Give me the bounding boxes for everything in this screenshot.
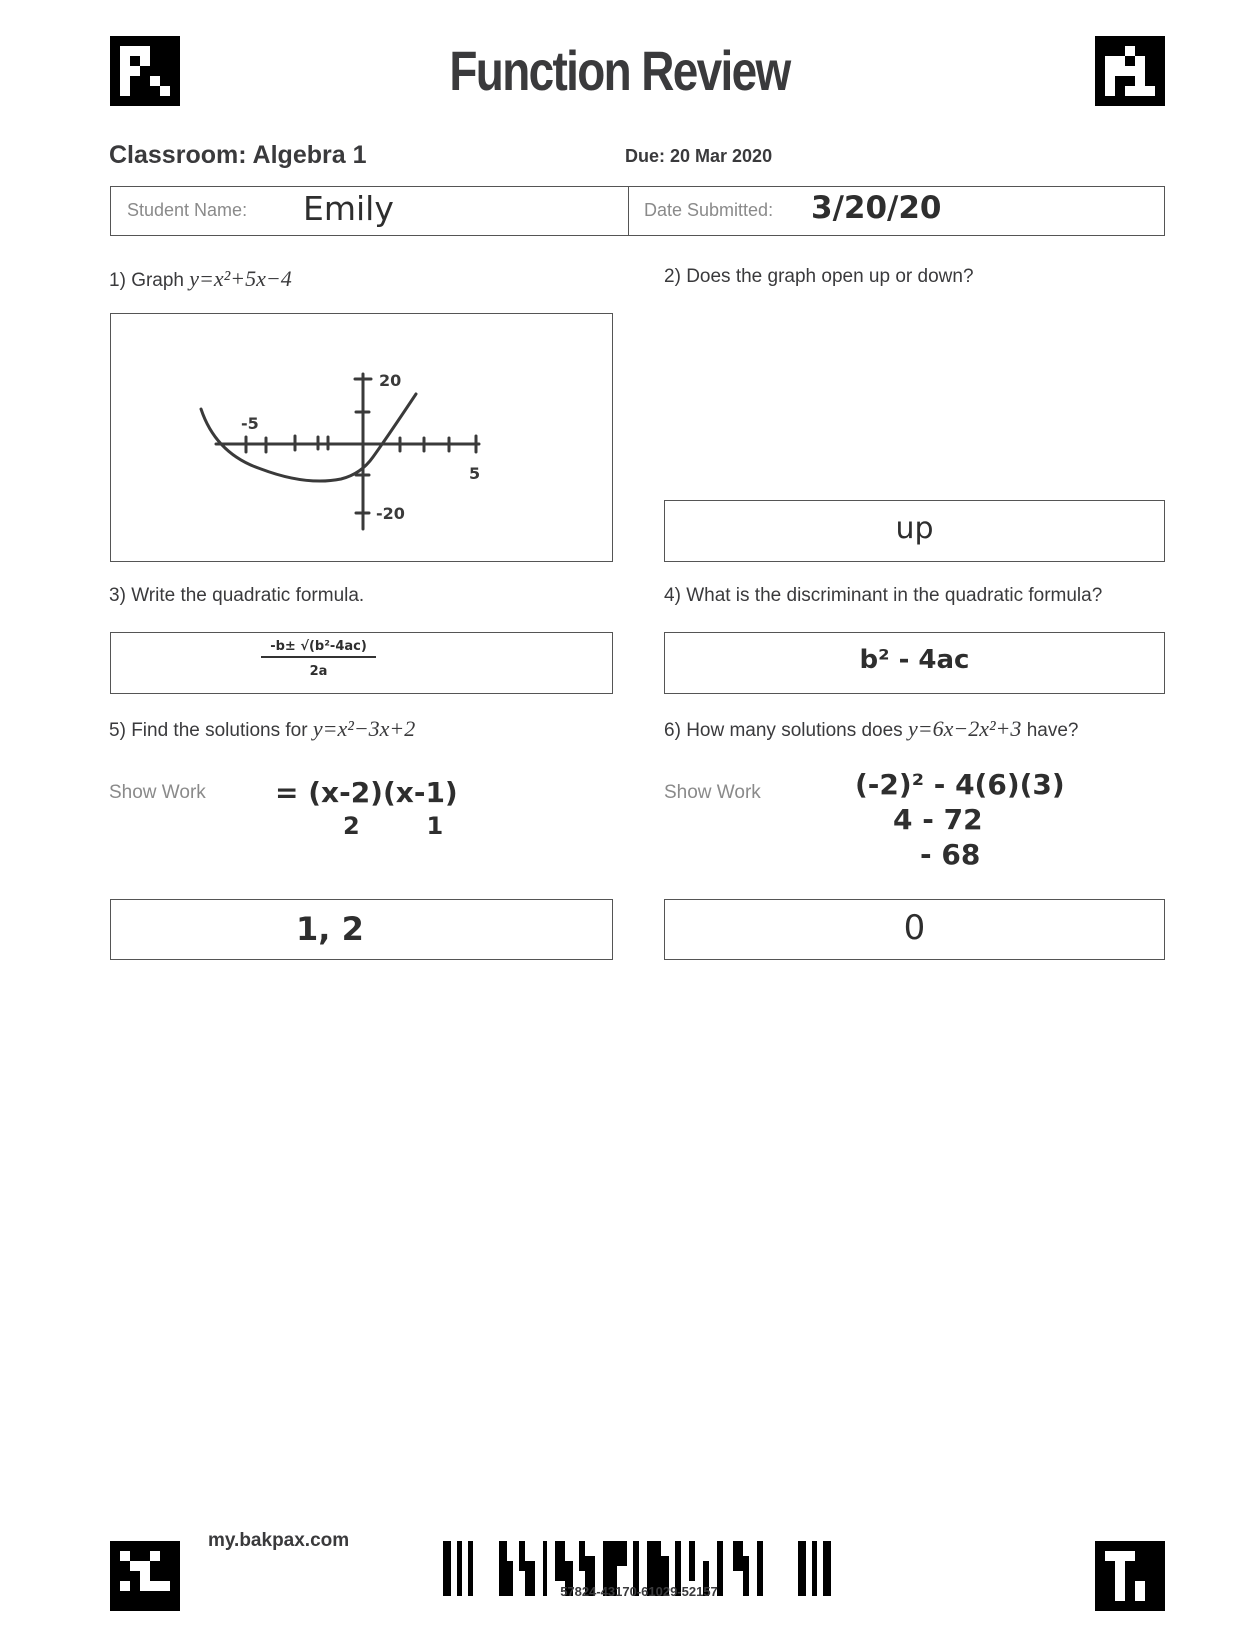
question-3-answer-box[interactable] xyxy=(110,632,613,694)
question-6-show-work-label: Show Work xyxy=(664,782,761,803)
question-6-text-after: have? xyxy=(1026,720,1079,741)
question-1-number: 1) xyxy=(109,270,126,291)
question-2-answer-box[interactable] xyxy=(664,500,1165,562)
graph-answer-box[interactable] xyxy=(110,313,613,562)
classroom-label: Classroom: Algebra 1 xyxy=(109,141,367,169)
date-submitted-label: Date Submitted: xyxy=(644,200,774,220)
y-label-20: 20 xyxy=(379,371,402,390)
question-2-answer: up xyxy=(895,511,934,546)
question-4-text: What is the discriminant in the quadratic formula? xyxy=(686,585,1103,606)
question-5-answer-box[interactable] xyxy=(110,899,613,960)
y-label-neg20: -20 xyxy=(376,504,405,523)
question-6-answer: 0 xyxy=(903,908,926,948)
question-3-text: Write the quadratic formula. xyxy=(131,585,365,606)
student-name-field[interactable]: Emily xyxy=(303,189,394,228)
quadratic-numerator: -b± √(b²-4ac) xyxy=(261,639,376,658)
question-5 xyxy=(109,716,415,742)
question-6-work-line-3[interactable]: - 68 xyxy=(920,838,981,871)
question-5-equation: y=x²−3x+2 xyxy=(312,716,416,741)
question-4-answer-box[interactable] xyxy=(664,632,1165,694)
due-date: Due: 20 Mar 2020 xyxy=(625,146,773,166)
quadratic-denominator: 2a xyxy=(309,664,328,679)
hand-drawn-graph xyxy=(111,314,611,560)
question-6-answer-box[interactable] xyxy=(664,899,1165,960)
question-1-equation: y=x²+5x−4 xyxy=(189,266,292,291)
question-5-work-line-1[interactable]: = (x-2)(x-1) xyxy=(275,776,458,809)
question-4-number: 4) xyxy=(664,585,681,606)
question-5-answer: 1, 2 xyxy=(296,910,364,948)
question-3 xyxy=(109,585,364,607)
question-6-text-before: How many solutions does xyxy=(686,720,903,741)
question-6-work-line-1[interactable]: (-2)² - 4(6)(3) xyxy=(855,768,1065,801)
fiducial-marker-top-right-icon xyxy=(1095,36,1165,106)
divider xyxy=(628,187,629,235)
page-title: Function Review xyxy=(449,39,790,102)
date-submitted-field[interactable]: 3/20/20 xyxy=(811,190,942,226)
question-2-text: Does the graph open up or down? xyxy=(686,266,974,287)
question-5-show-work-label: Show Work xyxy=(109,782,206,803)
student-info-bar xyxy=(110,186,1165,236)
question-6-equation: y=6x−2x²+3 xyxy=(907,716,1022,741)
question-6-work-line-2[interactable]: 4 - 72 xyxy=(893,803,983,836)
question-5-text: Find the solutions for xyxy=(131,720,308,741)
question-4-answer: b² - 4ac xyxy=(859,645,970,675)
footer-url-link[interactable]: my.bakpax.com xyxy=(208,1530,350,1551)
question-2-number: 2) xyxy=(664,266,681,287)
question-6 xyxy=(664,716,1078,742)
fiducial-marker-bottom-left-icon xyxy=(110,1541,180,1611)
question-3-number: 3) xyxy=(109,585,126,606)
question-1 xyxy=(109,266,292,292)
x-label-neg5: -5 xyxy=(241,414,259,433)
question-5-work-line-2[interactable]: 2 1 xyxy=(343,812,444,840)
x-label-5: 5 xyxy=(469,464,481,483)
question-1-text: Graph xyxy=(131,270,184,291)
question-6-number: 6) xyxy=(664,720,681,741)
parabola-curve xyxy=(201,394,416,481)
barcode-number: 57824-43170-61029-52157 xyxy=(560,1584,718,1599)
question-2 xyxy=(664,266,974,288)
question-5-number: 5) xyxy=(109,720,126,741)
student-name-label: Student Name: xyxy=(127,200,248,220)
fiducial-marker-bottom-right-icon xyxy=(1095,1541,1165,1611)
question-4 xyxy=(664,585,1102,607)
